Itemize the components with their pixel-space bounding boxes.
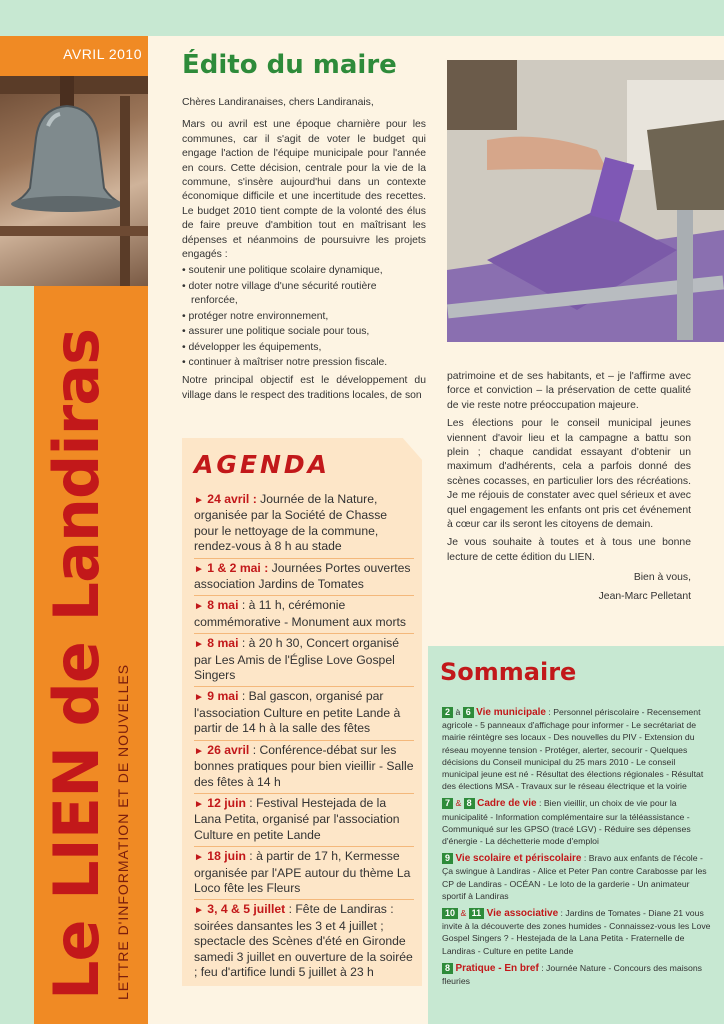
page-badge: 10 [442, 908, 458, 919]
edito-bullet: • doter notre village d'une sécurité routière renforcée, [182, 280, 426, 309]
agenda-date: 26 avril [207, 742, 250, 757]
agenda-item [194, 741, 414, 794]
page-badge: 11 [469, 908, 485, 919]
agenda-item [194, 687, 414, 740]
page-badge: 6 [463, 707, 474, 718]
sommaire-list [442, 706, 712, 992]
sommaire-text: : Bravo aux enfants de l'école - Ça swingue à Landiras - Alice et Peter Pan contre Carabosse par les CP de Landiras - OCÉAN - Le loto de la garderie - Un animateur sportif à Landiras [442, 853, 707, 901]
sommaire-heading: Vie scolaire et périscolaire [455, 853, 582, 865]
arrow-icon: ► [194, 495, 204, 506]
newsletter-subtitle: LETTRE D'INFORMATION ET DE NOUVELLES [115, 663, 131, 1000]
agenda-item [194, 794, 414, 847]
edito-bullet: • continuer à maîtriser notre pression fiscale. [182, 356, 426, 370]
arrow-icon: ► [194, 745, 204, 757]
edito-objective: Notre principal objectif est le développement du village dans le respect des traditions locales, de son [182, 375, 426, 401]
edito-wish: Je vous souhaite à toutes et à tous une bonne lecture de cette édition du LIEN. [447, 537, 691, 563]
sommaire-item [442, 962, 712, 987]
sommaire-heading: Vie municipale [476, 707, 546, 718]
arrow-icon: ► [194, 852, 204, 864]
page-badge: 7 [442, 798, 453, 809]
edito-signature: Jean-Marc Pelletant [598, 590, 691, 602]
edito-bullet: • assurer une politique sociale pour tous, [182, 325, 426, 339]
edito-column-1 [182, 96, 426, 411]
sommaire-title: Sommaire [440, 658, 577, 686]
edito-greeting: Chères Landiranaises, chers Landiranais, [182, 97, 374, 108]
arrow-icon: ► [194, 692, 204, 704]
sommaire-item [442, 706, 712, 792]
agenda-text: Journées Portes ouvertes association Jardins de Tomates [194, 560, 411, 592]
page-join: à [455, 707, 461, 717]
agenda-date: 3, 4 & 5 juillet [207, 902, 286, 917]
sommaire-heading: Pratique - En bref [455, 962, 539, 974]
agenda-text: : à 11 h, cérémonie commémorative - Monument aux morts [194, 598, 406, 629]
edito-bullet: • soutenir une politique scolaire dynamique, [182, 264, 426, 278]
page-badge: 2 [442, 707, 453, 718]
page-badge: 8 [464, 798, 475, 809]
sommaire-text: : Bien vieillir, un choix de vie pour la municipalité - Information complémentaire sur la téléassistance - Communiqué sur les GPSO (tracé LGV) - Réduire ses dépenses d'énergie - La déchetterie mode d'emploi [442, 798, 691, 847]
page-join: & [455, 798, 462, 809]
agenda-date: 24 avril : [207, 492, 257, 506]
bell-photo [0, 76, 148, 286]
agenda-text: : Festival Hestejada de la Lana Petita, organisé par l'association Culture en petite Lande [194, 795, 400, 842]
agenda-text: : à partir de 17 h, Kermesse organisée par l'APE autour du thème La Loco fête les Fleurs [194, 849, 411, 895]
sommaire-item [442, 907, 712, 957]
ballot-box-photo [447, 60, 724, 342]
edito-bullets [182, 264, 426, 370]
agenda-date: 9 mai [207, 689, 239, 704]
sommaire-text: : Journée Nature - Concours des maisons fleuries [442, 962, 703, 987]
agenda-date: 12 juin [207, 795, 246, 810]
edito-elections: Les élections pour le conseil municipal jeunes viennent d'avoir lieu et la campagne a battu son plein ; chaque candidat essayant d'obtenir un maximum d'adhérents, cela a parfois donné des scènes cocasses, en particulier lors des récréations. Je me réjouis de constater avec quel sérieux et avec quel engagement les enfants ont pris cet événement à cœur car ils seront les citoyens de demain. [447, 418, 691, 531]
agenda-date: 1 & 2 mai : [207, 560, 269, 575]
sommaire-heading: Vie associative [486, 908, 559, 920]
arrow-icon: ► [194, 601, 204, 613]
agenda-item [194, 490, 414, 559]
edito-closing: Bien à vous, [633, 572, 691, 584]
agenda-title: AGENDA [194, 450, 330, 479]
agenda-item [194, 634, 414, 687]
agenda-text: Journée de la Nature, organisée par la Société de Chasse pour le nettoyage de la commune, rendez-vous à 8 h au stade [194, 492, 388, 554]
page-badge: 8 [442, 963, 453, 974]
edito-bullet: • développer les équipements, [182, 341, 426, 355]
agenda-text: : à 20 h 30, Concert organisé par Les Amis de l'Église Love Gospel Singers [194, 636, 400, 683]
sommaire-item [442, 797, 712, 847]
arrow-icon: ► [194, 563, 204, 575]
newsletter-title: Le LIEN de Landiras [40, 329, 113, 1000]
agenda-item [194, 559, 414, 597]
sommaire-text: : Jardins de Tomates - Diane 21 vous invite à la découverte des zones humides - Connaissez-vous les Love Gospel Singers ? - Hestejada de la Lana Petita - Fraternelle de Landiras - Culture en petite Lande [442, 908, 711, 956]
page-join: & [460, 908, 467, 919]
agenda-date: 18 juin [207, 849, 246, 864]
agenda-list [194, 490, 414, 983]
sommaire-item [442, 852, 712, 902]
agenda-date: 8 mai [207, 636, 239, 651]
agenda-item [194, 900, 414, 983]
agenda-date: 8 mai [207, 598, 239, 613]
edito-column-2 [447, 370, 691, 608]
issue-date: AVRIL 2010 [63, 46, 142, 62]
arrow-icon: ► [194, 905, 204, 917]
edito-continuation: patrimoine et de ses habitants, et – je l'affirme avec force et conviction – la préservation de cette qualité de vie reste notre préoccupation majeure. [447, 371, 691, 411]
agenda-text: : Fête de Landiras : soirées dansantes les 3 et 4 juillet ; spectacle des Scènes d'été en Gironde samedi 3 juillet en ouverture de la soirée ; feu d'artifice lundi 5 juillet à 23 h [194, 902, 413, 979]
agenda-item [194, 596, 414, 634]
sommaire-heading: Cadre de vie [477, 798, 537, 810]
top-band [0, 0, 724, 36]
page-badge: 9 [442, 853, 453, 864]
arrow-icon: ► [194, 798, 204, 810]
edito-title: Édito du maire [182, 50, 397, 80]
edito-intro: Mars ou avril est une époque charnière pour les communes, car il s'agit de voter le budget qui engage l'action de l'équipe municipale pour l'année en cours. Cette décision, centrale pour la vie de la commune, s'insère aujourd'hui dans un contexte économique difficile et une incertitude des recettes. Le budget 2010 tient compte de la volonté des élus de faire preuve d'ambition tout en maîtrisant les dépenses et néanmoins de poursuivre les projets engagés : [182, 119, 426, 261]
agenda-text: : Conférence-débat sur les bonnes pratiques pour bien vieillir - Salle des fêtes à 14 h [194, 742, 414, 789]
agenda-text: : Bal gascon, organisé par l'association Culture en petite Lande à partir de 14 h à la salle des fêtes [194, 689, 401, 736]
edito-bullet: • protéger notre environnement, [182, 310, 426, 324]
sommaire-text: : Personnel périscolaire - Recensement agricole - 5 panneaux d'affichage pour informer - Le secrétariat de mairie réintègre ses locaux - Des nouvelles du PIV - Extension du réseau moyenne tension - Protéger, alerter, secourir - Quelques décisions du Conseil municipal du 25 mars 2010 - Le conseil municipal jeune est né - Résultat des élections régionales - Résultat des élections MSA - Travaux sur le réseau électrique et la voirie [442, 707, 704, 792]
arrow-icon: ► [194, 639, 204, 651]
agenda-item [194, 847, 414, 900]
